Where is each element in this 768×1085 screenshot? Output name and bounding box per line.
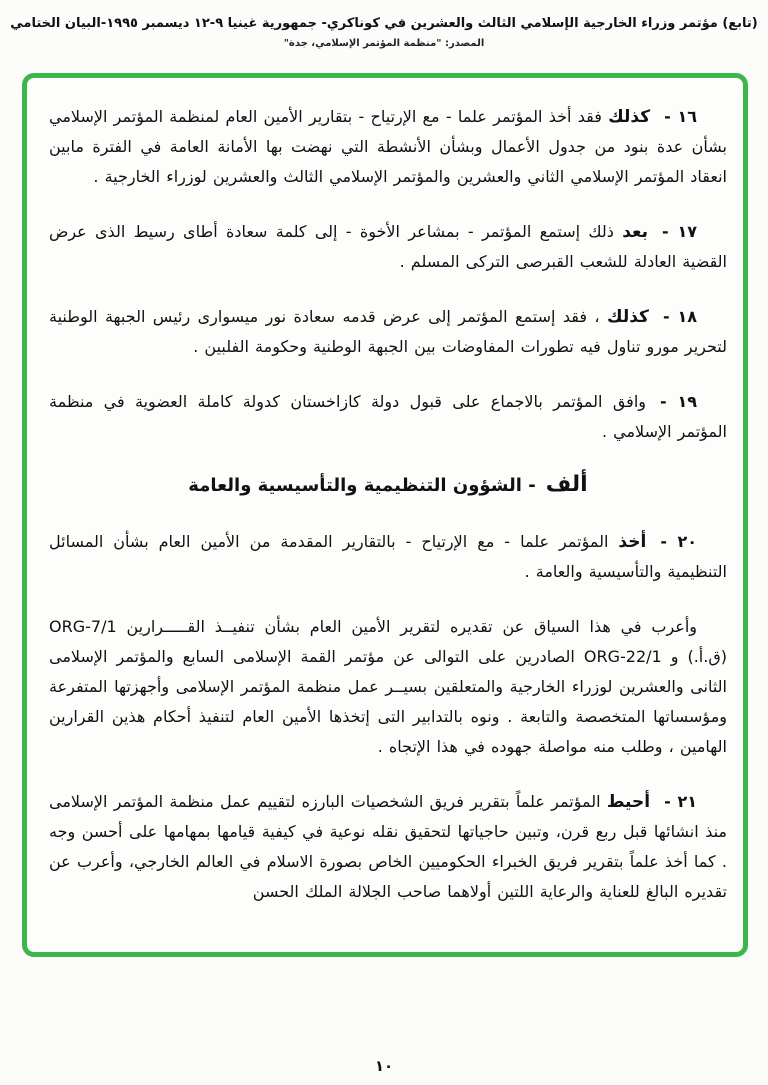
paragraph-lead: أحيط [606, 792, 651, 812]
paragraph-unnumbered [49, 612, 727, 762]
paragraph-text: ، فقد إستمع المؤتمر إلى عرض قدمه سعادة نور ميسوارى رئيس الجبهة الوطنية لتحرير مورو تناول فيه تطورات المفاوضات بين الجبهة الوطنية وحكومة الفلبين . [49, 307, 727, 356]
paragraph-text: المؤتمر علماً بتقرير فريق الشخصيات البارزه لتقييم عمل منظمة المؤتمر الإسلامى منذ انشائها قبل ربع قرن، وتبين حاجياتها لتحقيق نقله نوعية في كيفية قيامها بمهامها على أحسن وجه . كما أخذ علماً بتقرير فريق الخبراء الحكوميين الخاص بصورة الاسلام في العالم الخارجي، وأعرب عن تقديره البالغ للعناية والرعاية اللتين أولاهما صاحب الجلالة الملك الحسن [49, 792, 727, 901]
paragraph-text: المؤتمر علما - مع الإرتياح - بالتقارير المقدمة من الأمين العام بشأن المسائل التنظيمية والتأسيسية والعامة . [49, 532, 727, 581]
paragraph-17 [49, 217, 727, 277]
paragraph-text: ذلك إستمع المؤتمر - بمشاعر الأخوة - إلى كلمة سعادة أطاى رسيط الذى عرض القضية العادلة للشعب القبرصى التركى المسلم . [49, 222, 727, 271]
page-number: ١٠ [374, 1057, 394, 1075]
section-heading-prefix: ألف [545, 472, 588, 497]
paragraph-lead: كذلك [608, 107, 651, 127]
paragraph-text: وافق المؤتمر بالاجماع على قبول دولة كازاخستان كدولة كاملة العضوية في منظمة المؤتمر الإسلامي . [49, 392, 727, 441]
section-heading [49, 472, 727, 497]
paragraph-text: فقد أخذ المؤتمر علما - مع الإرتياح - بتقارير الأمين العام لمنظمة المؤتمر الإسلامي بشأن عدة بنود من جدول الأعمال وبشأن الأنشطة التي نهضت بها الأمانة العامة في الفترة مابين انعقاد المؤتمر الإسلامي الثاني والعشرين والمؤتمر الإسلامي الثالث والعشرين لوزراء الخارجية . [49, 107, 727, 186]
document-header [0, 0, 768, 49]
paragraph-number: ١٦ - [664, 107, 697, 126]
paragraph-text: وأعرب في هذا السياق عن تقديره لتقرير الأمين العام بشأن تنفيــذ القـــــرارين ORG-7/1 (ق.أ.) و ORG-22/1 الصادرين على التوالى عن مؤتمر القمة الإسلامى السابع والمؤتمر الإسلامى الثانى والعشرين لوزراء الخارجية والمتعلقين بسيــر عمل منظمة المؤتمر الإسلامى وأجهزتها المتفرعة ومؤسساتها المتخصصة والتابعة . ونوه بالتدابير التى إتخذها الأمين العام لتنفيذ أحكام هذين القرارين الهامين ، وطلب منه مواصلة جهوده في هذا الإتجاه . [49, 617, 727, 756]
header-title: (تابع) مؤتمر وزراء الخارجية الإسلامي الثالث والعشرين في كوناكري- جمهورية غينيا ٩-١٢ ديسمبر ١٩٩٥-البيان الختامي [10, 16, 758, 31]
paragraph-number: ٢٠ - [660, 532, 697, 551]
paragraph-lead: كذلك [607, 307, 649, 327]
paragraph-lead: أخذ [618, 532, 647, 552]
paragraph-lead: بعد [622, 222, 649, 242]
paragraph-number: ١٧ - [662, 222, 697, 241]
paragraph-16 [49, 102, 727, 192]
paragraph-number: ٢١ - [664, 792, 698, 811]
section-heading-text: - الشؤون التنظيمية والتأسيسية والعامة [188, 475, 536, 496]
paragraph-number: ١٨ - [662, 307, 698, 326]
paragraph-21 [49, 787, 727, 907]
paragraph-number: ١٩ - [660, 392, 697, 411]
content-box [22, 73, 748, 957]
paragraph-20 [49, 527, 727, 587]
paragraph-19 [49, 387, 727, 447]
header-source: المصدر: "منظمة المؤتمر الإسلامي، جدة" [283, 38, 485, 49]
paragraph-18 [49, 302, 727, 362]
